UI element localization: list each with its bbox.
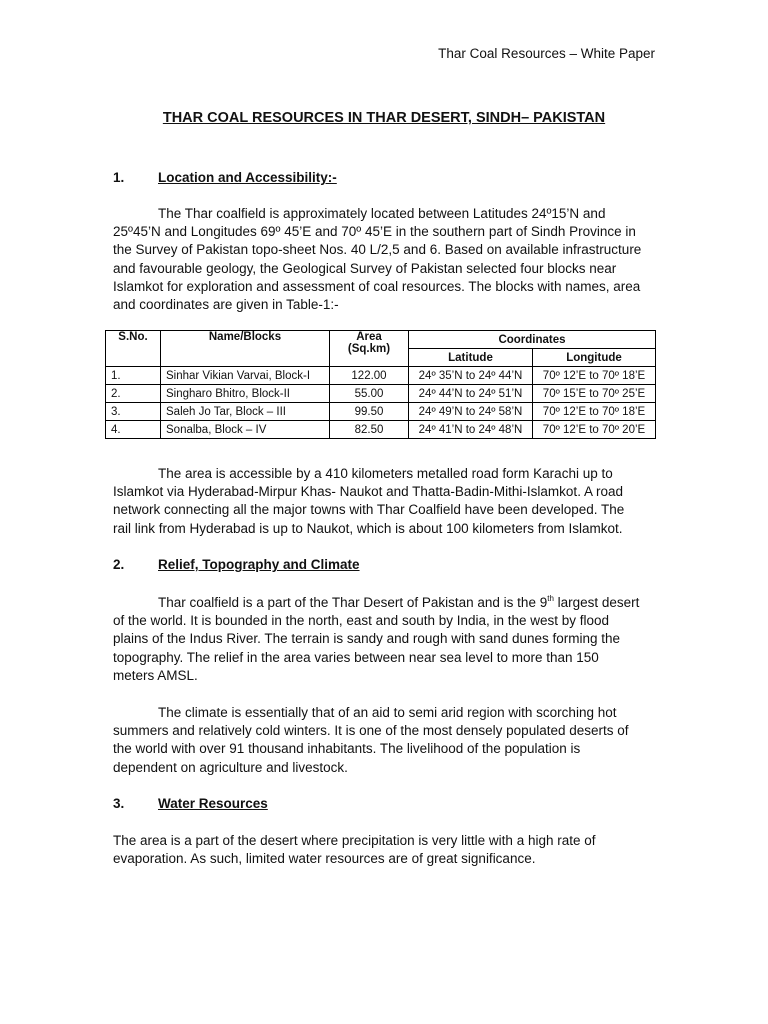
text-line: the world with over 91 thousand inhabitants. The livelihood of the population is bbox=[113, 741, 581, 757]
section-title: Relief, Topography and Climate bbox=[158, 557, 360, 572]
section-2-paragraph-2 bbox=[113, 704, 655, 777]
cell-sno: 2. bbox=[106, 385, 161, 403]
page-title: THAR COAL RESOURCES IN THAR DESERT, SINDH– PAKISTAN bbox=[162, 110, 606, 126]
cell-area: 55.00 bbox=[330, 385, 409, 403]
section-title: Water Resources bbox=[158, 796, 268, 811]
text-fragment: Thar coalfield is a part of the Thar Desert of Pakistan and is the 9 bbox=[158, 595, 548, 610]
text-line: 25º45’N and Longitudes 69º 45’E and 70º 45’E in the southern part of Sindh Province in bbox=[113, 224, 636, 240]
text-line: topography. The relief in the area varies between near sea level to more than 150 bbox=[113, 649, 599, 665]
header-sno: S.No. bbox=[106, 331, 161, 367]
cell-name: Saleh Jo Tar, Block – III bbox=[161, 403, 330, 421]
section-1-paragraph-1 bbox=[113, 205, 655, 314]
cell-longitude: 70º 15’E to 70º 25’E bbox=[533, 385, 656, 403]
text-line: Islamkot for exploration and assessment of coal resources. The blocks with names, area bbox=[113, 278, 641, 294]
cell-longitude: 70º 12’E to 70º 18’E bbox=[533, 403, 656, 421]
header-longitude: Longitude bbox=[533, 349, 656, 367]
cell-area: 122.00 bbox=[330, 367, 409, 385]
cell-name: Singharo Bhitro, Block-II bbox=[161, 385, 330, 403]
text-line: The Thar coalfield is approximately located between Latitudes 24º15’N and bbox=[158, 206, 606, 221]
cell-sno: 1. bbox=[106, 367, 161, 385]
section-2-heading bbox=[113, 557, 360, 572]
section-title: Location and Accessibility:- bbox=[158, 170, 337, 185]
cell-latitude: 24º 41’N to 24º 48’N bbox=[409, 421, 533, 439]
header-latitude: Latitude bbox=[409, 349, 533, 367]
cell-area: 82.50 bbox=[330, 421, 409, 439]
cell-area: 99.50 bbox=[330, 403, 409, 421]
section-1-heading bbox=[113, 170, 337, 185]
cell-latitude: 24º 35’N to 24º 44’N bbox=[409, 367, 533, 385]
text-line: meters AMSL. bbox=[113, 667, 198, 683]
text-line: and coordinates are given in Table-1:- bbox=[113, 297, 339, 313]
text-line: evaporation. As such, limited water resources are of great significance. bbox=[113, 851, 536, 867]
running-header: Thar Coal Resources – White Paper bbox=[438, 46, 655, 61]
text-line: network connecting all the major towns with Thar Coalfield have been developed. The bbox=[113, 502, 625, 518]
text-line: The area is accessible by a 410 kilometers metalled road form Karachi up to bbox=[158, 466, 613, 481]
section-3-paragraph-1 bbox=[113, 832, 655, 868]
header-area bbox=[330, 331, 409, 367]
text-line: the Survey of Pakistan topo-sheet Nos. 40 L/2,5 and 6. Based on available infrastructure bbox=[113, 242, 642, 258]
table-row bbox=[106, 385, 656, 403]
section-number: 3. bbox=[113, 796, 125, 811]
header-area-line1: Area bbox=[356, 331, 382, 343]
cell-latitude: 24º 44’N to 24º 51’N bbox=[409, 385, 533, 403]
table-row bbox=[106, 367, 656, 385]
header-area-line2: (Sq.km) bbox=[347, 343, 391, 355]
text-line: plains of the Indus River. The terrain is sandy and rough with sand dunes forming the bbox=[113, 631, 621, 647]
text-line: and favourable geology, the Geological Survey of Pakistan selected four blocks near bbox=[113, 260, 617, 276]
section-number: 2. bbox=[113, 557, 125, 572]
cell-longitude: 70º 12’E to 70º 20’E bbox=[533, 421, 656, 439]
section-number: 1. bbox=[113, 170, 125, 185]
text-line: The area is a part of the desert where precipitation is very little with a high rate of bbox=[113, 833, 596, 848]
section-3-heading bbox=[113, 796, 268, 811]
coordinates-table bbox=[105, 330, 656, 439]
table-row bbox=[106, 421, 656, 439]
section-2-paragraph-1 bbox=[113, 594, 655, 685]
cell-sno: 4. bbox=[106, 421, 161, 439]
cell-latitude: 24º 49’N to 24º 58’N bbox=[409, 403, 533, 421]
section-1-paragraph-2 bbox=[113, 465, 655, 538]
text-line bbox=[113, 594, 655, 612]
text-line: The climate is essentially that of an aid to semi arid region with scorching hot bbox=[158, 705, 617, 720]
cell-sno: 3. bbox=[106, 403, 161, 421]
cell-name: Sinhar Vikian Varvai, Block-I bbox=[161, 367, 330, 385]
text-line: rail link from Hyderabad is up to Naukot, which is about 100 kilometers from Islamkot. bbox=[113, 520, 623, 536]
ordinal-superscript: th bbox=[547, 594, 554, 603]
text-fragment: largest desert bbox=[553, 595, 640, 610]
table-row bbox=[106, 403, 656, 421]
text-line: dependent on agriculture and livestock. bbox=[113, 759, 348, 775]
text-line: summers and relatively cold winters. It is one of the most densely populated deserts of bbox=[113, 723, 629, 739]
cell-name: Sonalba, Block – IV bbox=[161, 421, 330, 439]
text-line: of the world. It is bounded in the north, east and south by India, in the west by flood bbox=[113, 613, 610, 629]
table-header-row bbox=[106, 331, 656, 349]
cell-longitude: 70º 12’E to 70º 18’E bbox=[533, 367, 656, 385]
text-line: Islamkot via Hyderabad-Mirpur Khas- Naukot and Thatta-Badin-Mithi-Islamkot. A road bbox=[113, 484, 623, 500]
header-coordinates: Coordinates bbox=[409, 331, 656, 349]
header-name: Name/Blocks bbox=[161, 331, 330, 367]
